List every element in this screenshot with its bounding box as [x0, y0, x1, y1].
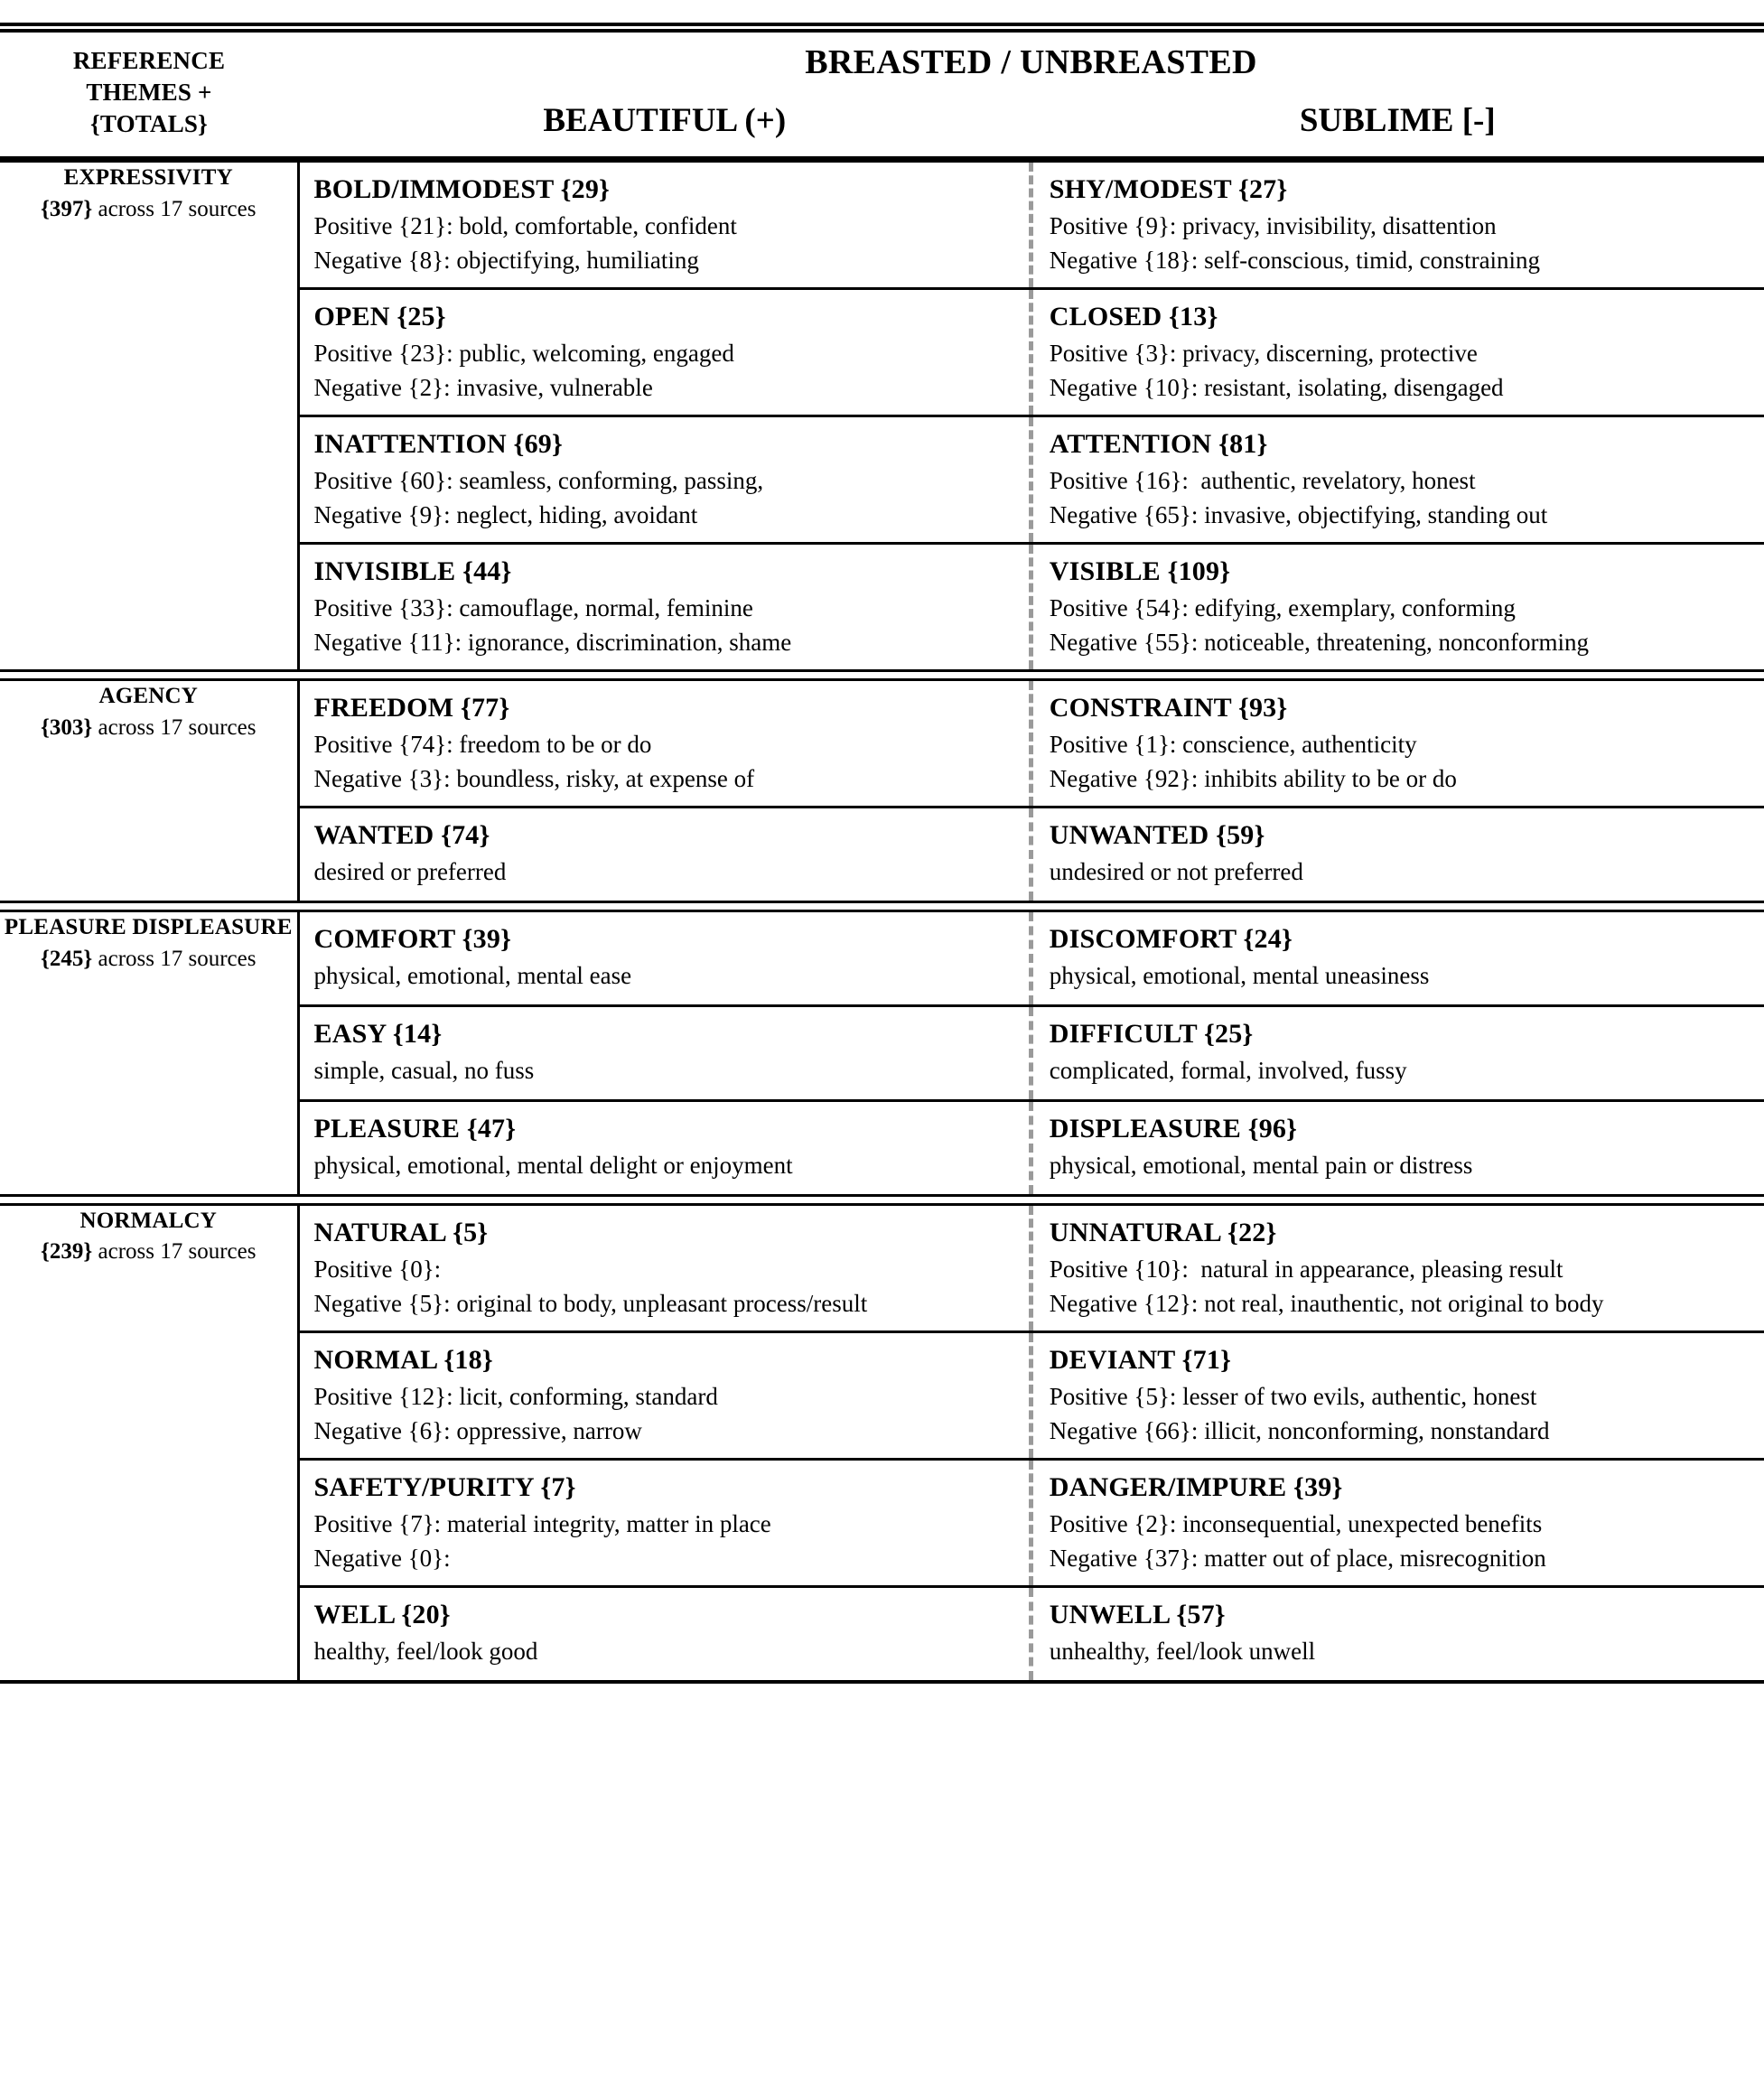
cell-right	[1029, 1461, 1764, 1585]
cell-negative-line: Negative {18}: self-conscious, timid, constraining	[1049, 247, 1541, 275]
theme-pair-cell	[298, 1204, 1764, 1331]
cell-left	[300, 1588, 1029, 1680]
reference-theme-name: AGENCY	[98, 684, 199, 709]
header-reference-themes-label	[0, 33, 298, 156]
header-column-sublime: SUBLIME [-]	[1299, 101, 1496, 139]
table-row	[0, 1204, 1764, 1331]
cell-title: DISCOMFORT {24}	[1049, 924, 1293, 955]
header-label-line-2: THEMES +	[86, 79, 212, 107]
cell-right	[1029, 681, 1764, 806]
cell-description: complicated, formal, involved, fussy	[1049, 1056, 1407, 1084]
cell-left	[300, 1333, 1029, 1458]
cell-description: healthy, feel/look good	[313, 1637, 538, 1665]
theme-pair-cell	[298, 680, 1764, 808]
theme-pair-cell	[298, 1005, 1764, 1100]
pair-inner	[300, 1206, 1764, 1330]
group-separator	[0, 671, 1764, 680]
cell-description: desired or preferred	[313, 858, 507, 885]
group-separator-rule	[0, 1195, 1764, 1204]
reference-themes-table	[0, 163, 1764, 1679]
header-column-beautiful: BEAUTIFUL (+)	[543, 101, 787, 139]
cell-title: EASY {14}	[313, 1018, 443, 1049]
pair-inner	[300, 290, 1764, 415]
cell-right	[1029, 1206, 1764, 1330]
cell-title: BOLD/IMMODEST {29}	[313, 174, 611, 205]
cell-left	[300, 545, 1029, 669]
cell-positive-line: Positive {10}: natural in appearance, pleasing result	[1049, 1255, 1563, 1283]
table-body	[0, 163, 1764, 1679]
cell-positive-line: Positive {23}: public, welcoming, engaged	[313, 340, 734, 368]
cell-right	[1029, 912, 1764, 1004]
reference-theme-total-number: {397}	[41, 196, 93, 221]
pair-inner	[300, 1333, 1764, 1458]
group-separator-rule	[0, 902, 1764, 911]
cell-description: undesired or not preferred	[1049, 858, 1303, 885]
cell-negative-line: Negative {37}: matter out of place, misrecognition	[1049, 1544, 1546, 1572]
cell-title: DISPLEASURE {96}	[1049, 1113, 1298, 1144]
reference-theme-total-number: {303}	[41, 714, 93, 740]
theme-pair-cell	[298, 1331, 1764, 1459]
cell-positive-line: Positive {3}: privacy, discerning, protective	[1049, 340, 1478, 368]
pair-inner	[300, 163, 1764, 287]
cell-negative-line: Negative {55}: noticeable, threatening, nonconforming	[1049, 629, 1589, 657]
cell-negative-line: Negative {66}: illicit, nonconforming, nonstandard	[1049, 1416, 1550, 1444]
cell-positive-line: Positive {9}: privacy, invisibility, disattention	[1049, 212, 1497, 240]
cell-title: DANGER/IMPURE {39}	[1049, 1471, 1343, 1502]
cell-positive-line: Positive {1}: conscience, authenticity	[1049, 731, 1417, 759]
cell-negative-line: Negative {2}: invasive, vulnerable	[313, 374, 653, 402]
theme-pair-cell	[298, 1586, 1764, 1679]
reference-theme-total	[0, 713, 297, 744]
theme-pair-cell	[298, 808, 1764, 902]
cell-right	[1029, 163, 1764, 287]
cell-negative-line: Negative {9}: neglect, hiding, avoidant	[313, 501, 698, 529]
cell-title: WANTED {74}	[313, 820, 490, 851]
reference-theme-name: EXPRESSIVITY	[63, 165, 233, 191]
cell-description: unhealthy, feel/look unwell	[1049, 1637, 1316, 1665]
pair-inner	[300, 1461, 1764, 1585]
cell-negative-line: Negative {3}: boundless, risky, at expense of	[313, 765, 755, 793]
reference-theme-sources-text: across 17 sources	[92, 714, 257, 740]
cell-positive-line: Positive {54}: edifying, exemplary, conforming	[1049, 594, 1516, 622]
cell-negative-line: Negative {10}: resistant, isolating, disengaged	[1049, 374, 1504, 402]
reference-theme-sources-text: across 17 sources	[92, 1239, 257, 1265]
reference-theme-sources-text: across 17 sources	[92, 196, 257, 221]
reference-theme-total-number: {245}	[41, 946, 93, 971]
pair-inner	[300, 417, 1764, 542]
group-separator	[0, 902, 1764, 911]
reference-themes-table-page	[0, 23, 1764, 1684]
cell-right	[1029, 417, 1764, 542]
cell-left	[300, 417, 1029, 542]
cell-description: physical, emotional, mental delight or enjoyment	[313, 1151, 793, 1179]
reference-theme-total	[0, 194, 297, 226]
pair-inner	[300, 912, 1764, 1004]
cell-positive-line: Positive {2}: inconsequential, unexpected benefits	[1049, 1509, 1543, 1537]
cell-positive-line: Positive {0}:	[313, 1255, 442, 1283]
cell-negative-line: Negative {8}: objectifying, humiliating	[313, 247, 699, 275]
table-bottom-rule	[0, 1680, 1764, 1684]
cell-positive-line: Positive {33}: camouflage, normal, feminine	[313, 594, 753, 622]
table-header	[0, 33, 1764, 163]
pair-inner	[300, 1588, 1764, 1680]
reference-theme-total	[0, 1237, 297, 1268]
reference-theme-cell	[0, 680, 298, 902]
cell-positive-line: Positive {12}: licit, conforming, standard	[313, 1382, 718, 1410]
cell-title: UNNATURAL {22}	[1049, 1217, 1277, 1247]
cell-title: SHY/MODEST {27}	[1049, 174, 1288, 205]
cell-left	[300, 1206, 1029, 1330]
reference-theme-cell	[0, 1204, 298, 1679]
reference-theme-name: PLEASURE DISPLEASURE	[4, 915, 293, 940]
cell-right	[1029, 290, 1764, 415]
header-column-labels	[298, 101, 1764, 141]
cell-title: CLOSED {13}	[1049, 302, 1218, 332]
cell-title: INVISIBLE {44}	[313, 556, 512, 587]
header-main	[298, 33, 1764, 156]
reference-theme-total-number: {239}	[41, 1239, 93, 1265]
cell-positive-line: Positive {7}: material integrity, matter in place	[313, 1509, 771, 1537]
cell-left	[300, 1461, 1029, 1585]
cell-negative-line: Negative {11}: ignorance, discrimination, shame	[313, 629, 792, 657]
cell-title: WELL {20}	[313, 1599, 451, 1629]
theme-pair-cell	[298, 163, 1764, 288]
cell-title: COMFORT {39}	[313, 924, 512, 955]
cell-left	[300, 912, 1029, 1004]
cell-positive-line: Positive {16}: authentic, revelatory, honest	[1049, 467, 1476, 495]
cell-description: physical, emotional, mental pain or distress	[1049, 1151, 1473, 1179]
cell-title: NATURAL {5}	[313, 1217, 489, 1247]
table-row	[0, 911, 1764, 1006]
cell-title: DEVIANT {71}	[1049, 1344, 1232, 1375]
theme-pair-cell	[298, 544, 1764, 671]
pair-inner	[300, 1007, 1764, 1099]
theme-pair-cell	[298, 1100, 1764, 1195]
header-label-line-3: {TOTALS}	[90, 110, 208, 138]
pair-inner	[300, 1102, 1764, 1194]
cell-positive-line: Positive {74}: freedom to be or do	[313, 731, 652, 759]
cell-negative-line: Negative {92}: inhibits ability to be or do	[1049, 765, 1457, 793]
cell-description: physical, emotional, mental ease	[313, 961, 632, 989]
cell-right	[1029, 545, 1764, 669]
cell-positive-line: Positive {21}: bold, comfortable, confident	[313, 212, 737, 240]
cell-right	[1029, 808, 1764, 901]
table-row	[0, 680, 1764, 808]
cell-right	[1029, 1007, 1764, 1099]
cell-negative-line: Negative {0}:	[313, 1544, 451, 1572]
cell-left	[300, 1102, 1029, 1194]
cell-left	[300, 163, 1029, 287]
reference-theme-sources-text: across 17 sources	[92, 946, 257, 971]
cell-title: NORMAL {18}	[313, 1344, 493, 1375]
cell-left	[300, 681, 1029, 806]
reference-theme-name: NORMALCY	[79, 1208, 218, 1233]
cell-negative-line: Negative {65}: invasive, objectifying, standing out	[1049, 501, 1548, 529]
table-top-double-rule	[0, 23, 1764, 33]
cell-description: physical, emotional, mental uneasiness	[1049, 961, 1430, 989]
cell-title: VISIBLE {109}	[1049, 556, 1231, 587]
cell-title: UNWANTED {59}	[1049, 820, 1265, 851]
theme-pair-cell	[298, 416, 1764, 544]
pair-inner	[300, 545, 1764, 669]
group-separator	[0, 1195, 1764, 1204]
cell-left	[300, 290, 1029, 415]
cell-negative-line: Negative {6}: oppressive, narrow	[313, 1416, 642, 1444]
cell-title: UNWELL {57}	[1049, 1599, 1226, 1629]
cell-left	[300, 1007, 1029, 1099]
cell-title: PLEASURE {47}	[313, 1113, 517, 1144]
theme-pair-cell	[298, 289, 1764, 416]
cell-positive-line: Positive {5}: lesser of two evils, authentic, honest	[1049, 1382, 1537, 1410]
pair-inner	[300, 808, 1764, 901]
cell-title: DIFFICULT {25}	[1049, 1018, 1254, 1049]
cell-title: ATTENTION {81}	[1049, 429, 1268, 460]
header-title: BREASTED / UNBREASTED	[805, 43, 1257, 81]
cell-description: simple, casual, no fuss	[313, 1056, 535, 1084]
cell-left	[300, 808, 1029, 901]
cell-title: OPEN {25}	[313, 302, 446, 332]
cell-negative-line: Negative {12}: not real, inauthentic, not original to body	[1049, 1289, 1604, 1317]
theme-pair-cell	[298, 911, 1764, 1006]
cell-negative-line: Negative {5}: original to body, unpleasant process/result	[313, 1289, 868, 1317]
group-separator-rule	[0, 671, 1764, 680]
cell-title: FREEDOM {77}	[313, 693, 510, 724]
theme-pair-cell	[298, 1459, 1764, 1586]
cell-right	[1029, 1588, 1764, 1680]
table-row	[0, 163, 1764, 288]
reference-theme-cell	[0, 911, 298, 1196]
cell-right	[1029, 1102, 1764, 1194]
cell-right	[1029, 1333, 1764, 1458]
cell-title: SAFETY/PURITY {7}	[313, 1471, 576, 1502]
cell-title: INATTENTION {69}	[313, 429, 563, 460]
cell-positive-line: Positive {60}: seamless, conforming, passing,	[313, 467, 764, 495]
reference-theme-total	[0, 944, 297, 976]
header-label-line-1: REFERENCE	[72, 47, 226, 74]
reference-theme-cell	[0, 163, 298, 670]
pair-inner	[300, 681, 1764, 806]
cell-title: CONSTRAINT {93}	[1049, 693, 1288, 724]
